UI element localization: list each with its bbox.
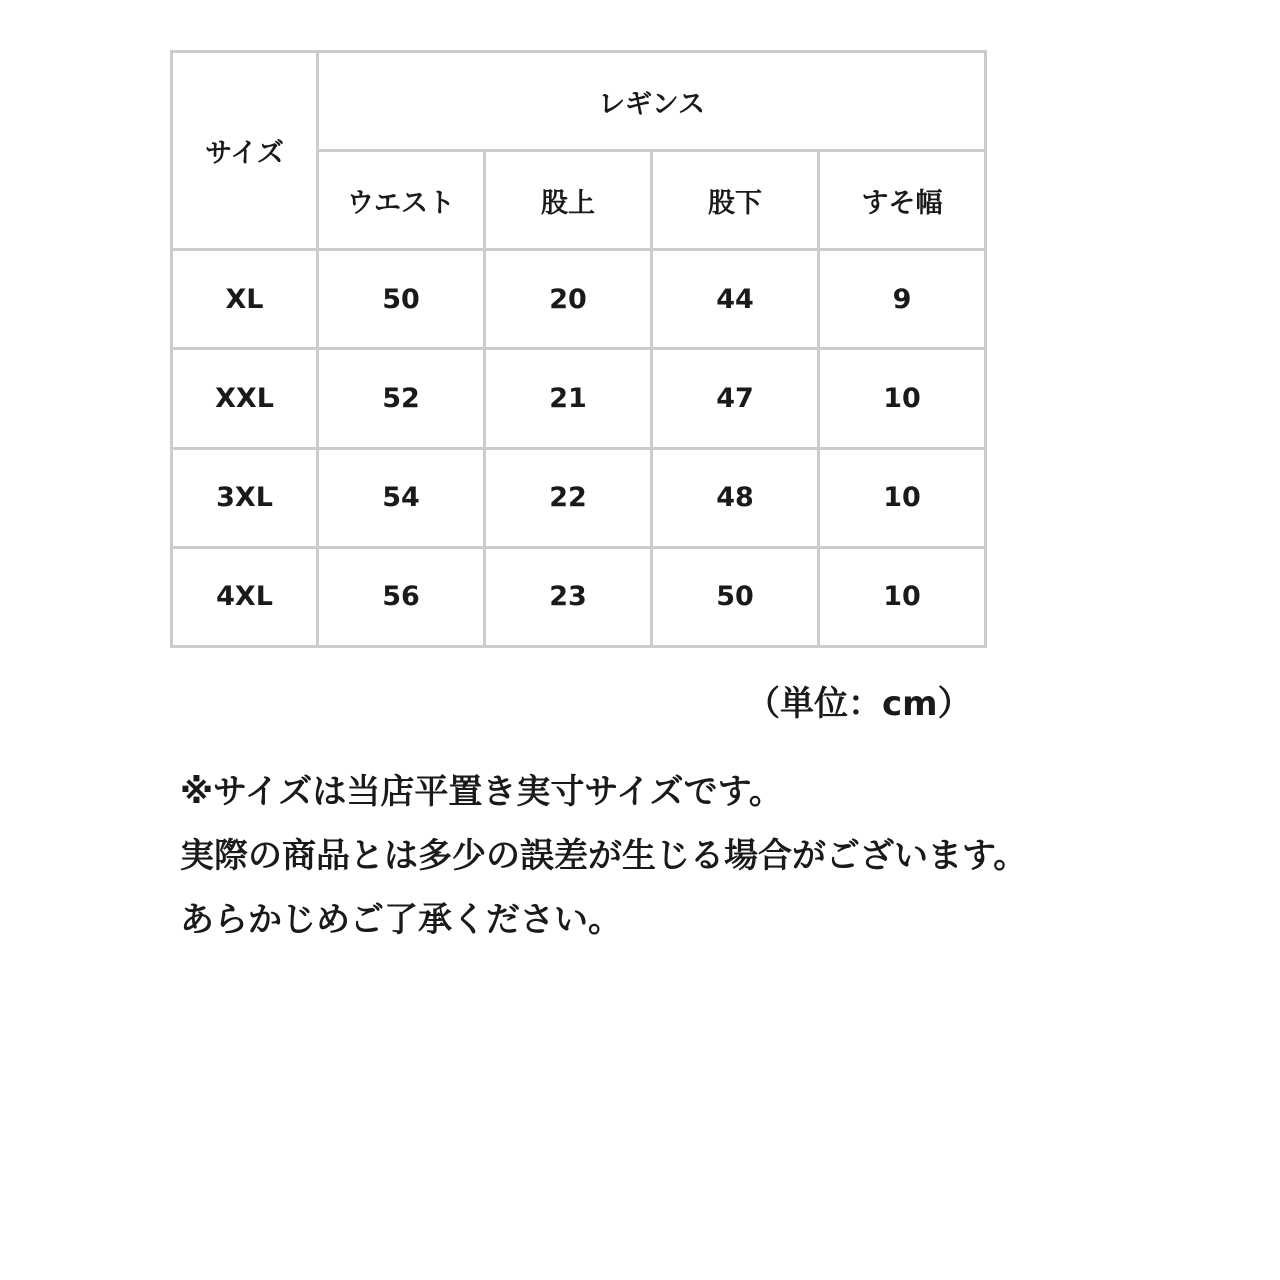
table-cell: 50 <box>652 547 819 646</box>
note-line: あらかじめご了承ください。 <box>180 900 622 940</box>
table-row <box>172 349 986 448</box>
table-cell: 21 <box>485 349 652 448</box>
table-cell: 52 <box>318 349 485 448</box>
table-row <box>172 250 986 349</box>
table-cell: 22 <box>485 448 652 547</box>
table-cell: 10 <box>819 547 986 646</box>
table-cell: 48 <box>652 448 819 547</box>
column-header-hem-width: すそ幅 <box>819 151 986 250</box>
row-size-label: XXL <box>172 349 318 448</box>
note-line: ※サイズは当店平置き実寸サイズです。 <box>180 772 783 812</box>
table-cell: 56 <box>318 547 485 646</box>
table-cell: 20 <box>485 250 652 349</box>
disclaimer-notes <box>180 760 1027 952</box>
column-header-waist: ウエスト <box>318 151 485 250</box>
table-cell: 23 <box>485 547 652 646</box>
header-row-group <box>172 52 986 151</box>
row-size-label: 3XL <box>172 448 318 547</box>
table-row <box>172 448 986 547</box>
table-cell: 54 <box>318 448 485 547</box>
table-cell: 10 <box>819 448 986 547</box>
table-cell: 44 <box>652 250 819 349</box>
leggings-header: レギンス <box>318 52 986 151</box>
table-cell: 47 <box>652 349 819 448</box>
unit-note: （単位：cm） <box>746 684 972 724</box>
row-size-label: XL <box>172 250 318 349</box>
table-cell: 50 <box>318 250 485 349</box>
table-cell: 9 <box>819 250 986 349</box>
table-row <box>172 547 986 646</box>
column-header-rise: 股上 <box>485 151 652 250</box>
column-header-inseam: 股下 <box>652 151 819 250</box>
size-header: サイズ <box>172 52 318 250</box>
table-cell: 10 <box>819 349 986 448</box>
row-size-label: 4XL <box>172 547 318 646</box>
size-chart-table <box>170 50 987 648</box>
note-line: 実際の商品とは多少の誤差が生じる場合がございます。 <box>180 836 1028 876</box>
